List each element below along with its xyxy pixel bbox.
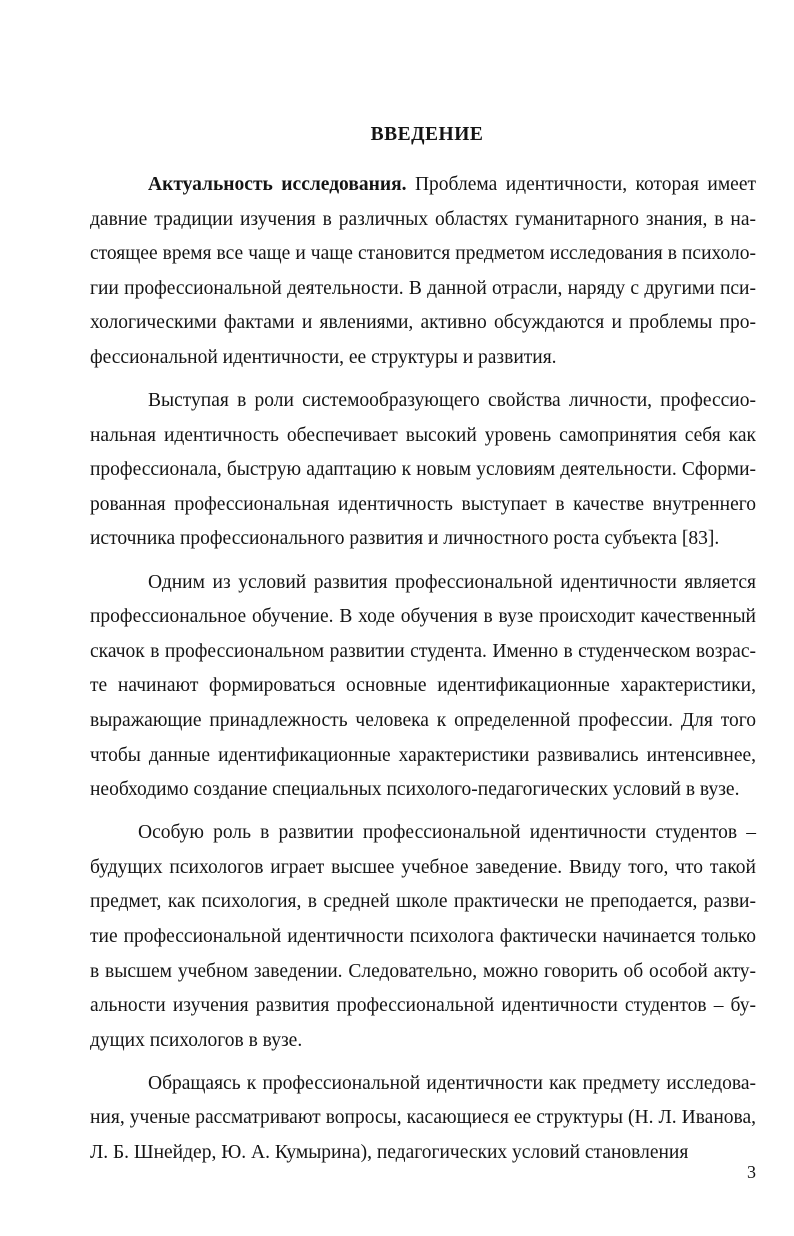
paragraph-research-questions: Обращаясь к профессиональной идентичности как предмету исследования, ученые рассматривают вопросы, касающиеся ее структуры (Н. Л. Иванова, Л. Б. Шнейдер, Ю. А. Кумырина), педагогических условий становления <box>90 1072 756 1164</box>
paragraph-university-role: Особую роль в развитии профессиональной идентичности студентов – будущих психологов играет высшее учебное заведение. Ввиду того, что такой предмет, как психология, в средней школе практически не преподается, развитие профессиональной идентичности психолога фактически начинается только в высшем учебном заведении. Следовательно, можно говорить об особой актуальности изучения развития профессиональной идентичности студентов – будущих психологов в вузе. <box>90 822 756 1051</box>
page-number: 3 <box>747 1162 756 1182</box>
paragraph-system-property: Выступая в роли системообразующего свойства личности, профессиональная идентичность обеспечивает высокий уровень самопринятия себя как профессионала, быструю адаптацию к новым условиям деятельности. Сформированная профессиональная идентичность выступает в качестве внутреннего источника профессионального развития и личностного роста субъекта [83]. <box>90 390 756 550</box>
relevance-heading: Актуальность исследования. <box>148 174 407 195</box>
paragraph-training-conditions: Одним из условий развития профессиональной идентичности является профессиональное обучение. В ходе обучения в вузе происходит качественный скачок в профессиональном развитии студента. Именно в студенческом возрасте начинают формироваться основные идентификационные характеристики, выражающие принадлежность человека к определенной профессии. Для того чтобы данные идентификационные характеристики развивались интенсивнее, необходимо создание специальных психолого-педагогических условий в вузе. <box>90 571 756 801</box>
paragraph-relevance <box>90 168 756 376</box>
section-title: ВВЕДЕНИЕ <box>370 124 484 145</box>
paragraph-text: Проблема идентичности, которая имеет давние традиции изучения в различных областях гуманитарного знания, в настоящее время все чаще и чаще становится предметом исследования в психологии профессиональной деятельности. В данной отрасли, наряду с другими психологическими фактами и явлениями, активно обсуждаются и проблемы профессиональной идентичности, ее структуры и развития. <box>90 174 756 368</box>
body-text <box>90 168 756 1171</box>
